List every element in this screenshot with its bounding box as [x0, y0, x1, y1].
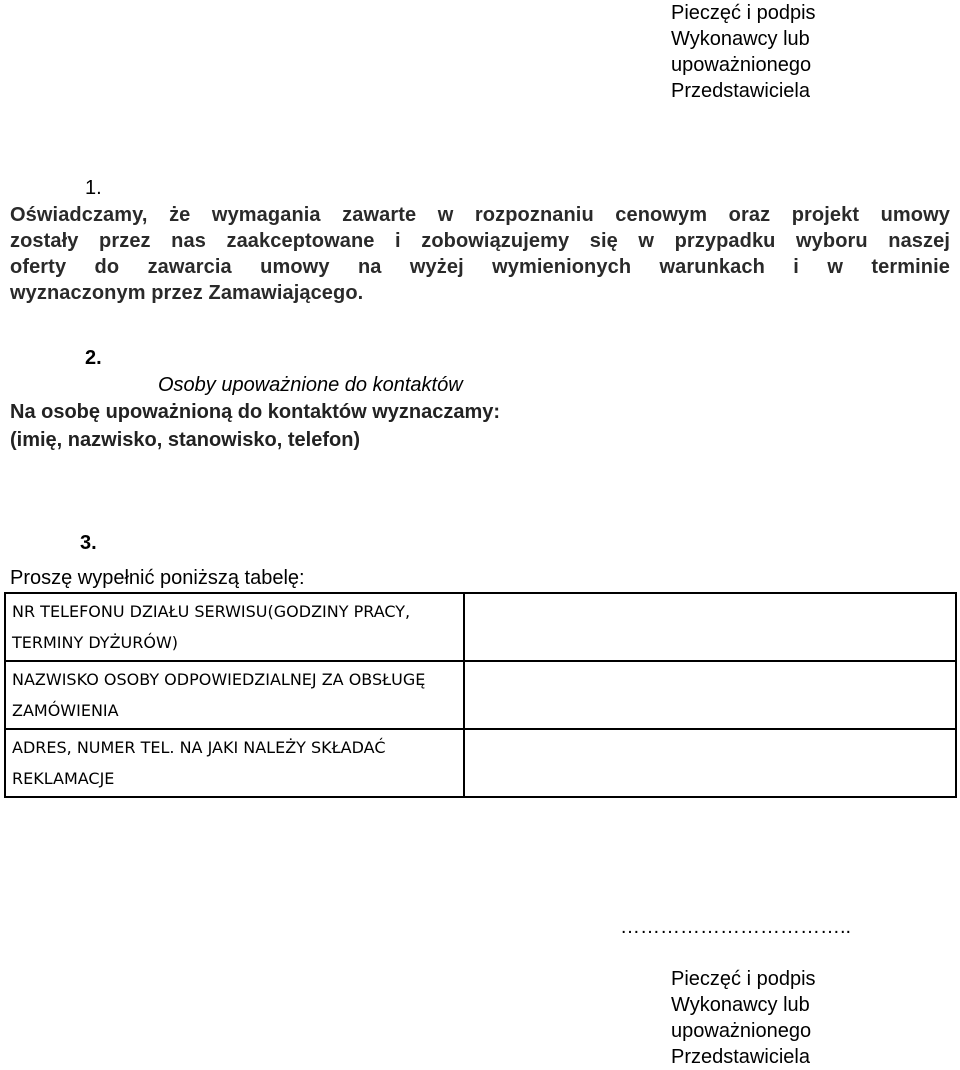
- signature-line: Wykonawcy lub: [671, 28, 810, 50]
- table-row: [5, 593, 956, 661]
- table-row: [5, 729, 956, 797]
- table-label-cell: ADRES, NUMER TEL. NA JAKI NALEŻY SKŁADAĆ REKLAMACJE: [5, 729, 464, 797]
- signature-dotted-line: ……………………………..: [620, 916, 852, 938]
- declaration-line: wyznaczonym przez Zamawiającego.: [10, 282, 364, 304]
- signature-line: Wykonawcy lub: [671, 994, 810, 1016]
- section-3-number: 3.: [80, 532, 97, 554]
- declaration-line: oferty do zawarcia umowy na wyżej wymienionych warunkach i w terminie: [10, 256, 950, 278]
- signature-block-bottom: [671, 966, 816, 1070]
- signature-line: Pieczęć i podpis: [671, 2, 816, 24]
- section-3-intro: Proszę wypełnić poniższą tabelę:: [10, 567, 305, 589]
- signature-line: Pieczęć i podpis: [671, 968, 816, 990]
- section-1-declaration: [10, 202, 950, 306]
- section-2-number: 2.: [85, 347, 102, 369]
- signature-block-top: [671, 0, 816, 104]
- signature-line: Przedstawiciela: [671, 1046, 810, 1068]
- declaration-line: zostały przez nas zaakceptowane i zobowiązujemy się w przypadku wyboru naszej: [10, 230, 950, 252]
- section-1-number: 1.: [85, 177, 102, 199]
- section-2-contact-text: [10, 398, 500, 454]
- section-2-heading: Osoby upoważnione do kontaktów: [158, 374, 463, 396]
- declaration-line: Oświadczamy, że wymagania zawarte w rozpoznaniu cenowym oraz projekt umowy: [10, 204, 950, 226]
- contact-line: Na osobę upoważnioną do kontaktów wyznaczamy:: [10, 401, 501, 423]
- table-value-cell[interactable]: [464, 661, 956, 729]
- table-label-cell: NAZWISKO OSOBY ODPOWIEDZIALNEJ ZA OBSŁUGĘ ZAMÓWIENIA: [5, 661, 464, 729]
- contact-line: (imię, nazwisko, stanowisko, telefon): [10, 429, 361, 451]
- table-value-cell[interactable]: [464, 593, 956, 661]
- table-label-cell: NR TELEFONU DZIAŁU SERWISU(GODZINY PRACY, TERMINY DYŻURÓW): [5, 593, 464, 661]
- signature-line: Przedstawiciela: [671, 80, 810, 102]
- signature-line: upoważnionego: [671, 54, 812, 76]
- table-row: [5, 661, 956, 729]
- service-info-table: [4, 592, 957, 798]
- table-value-cell[interactable]: [464, 729, 956, 797]
- signature-line: upoważnionego: [671, 1020, 812, 1042]
